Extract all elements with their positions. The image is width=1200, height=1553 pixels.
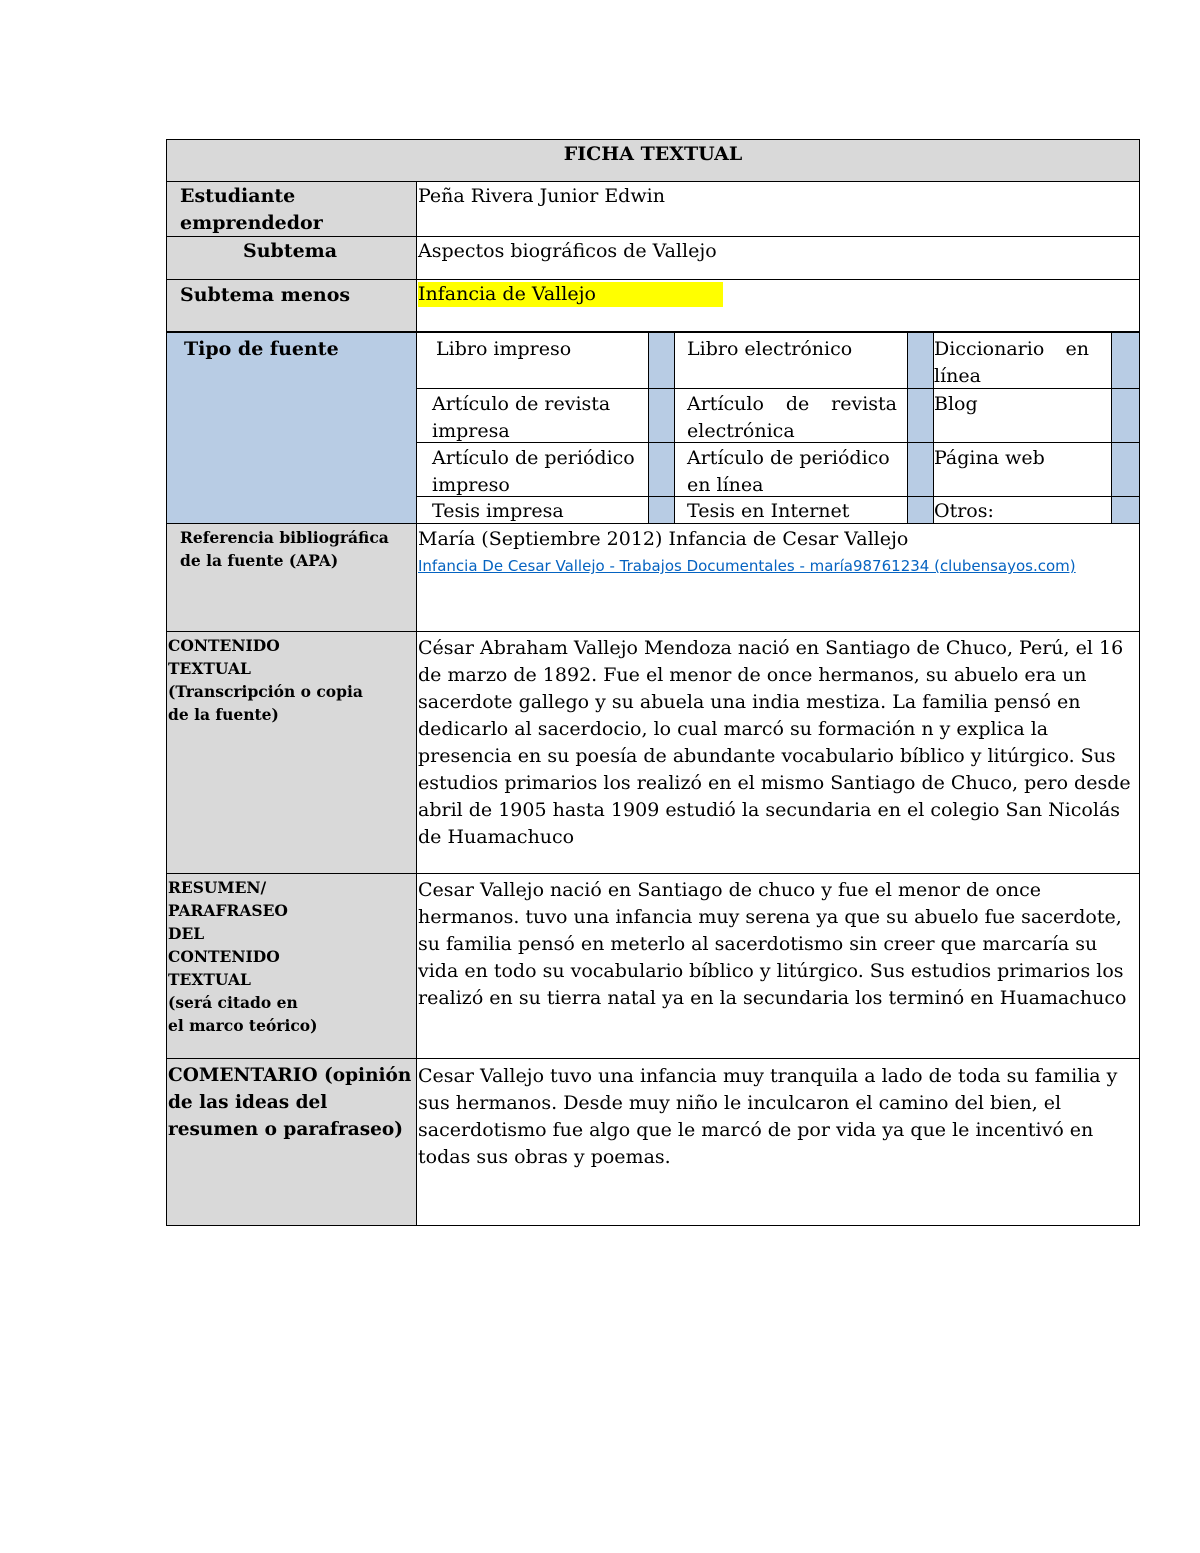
source-option-libro-electronico: Libro electrónico	[687, 338, 853, 360]
row-line	[166, 631, 1140, 632]
border-left	[166, 139, 167, 1226]
source-option-otros: Otros:	[934, 500, 994, 522]
border-bottom	[166, 1225, 1140, 1226]
source-col-line	[648, 333, 649, 523]
source-option-diccionario: Diccionario en línea	[934, 338, 1089, 387]
source-option-tesis-internet: Tesis en Internet	[687, 500, 850, 522]
row-line	[166, 181, 1140, 182]
source-option-tesis-impresa: Tesis impresa	[432, 500, 564, 522]
summary-label-title: RESUMEN/ PARAFRASEO DEL CONTENIDO TEXTUAL	[168, 878, 288, 989]
reference-label: Referencia bibliográfica de la fuente (APA)	[180, 528, 389, 570]
row-line-thick	[166, 331, 1140, 333]
source-col-line	[1111, 333, 1112, 523]
reference-link[interactable]: Infancia De Cesar Vallejo - Trabajos Documentales - maría98761234 (clubensayos.com)	[418, 557, 1076, 575]
student-label: Estudiante emprendedor	[180, 185, 323, 234]
source-col-line	[674, 333, 675, 523]
source-option-periodico-impreso: Artículo de periódico impreso	[432, 447, 635, 496]
source-option-revista-electronica: Artículo de revista electrónica	[687, 393, 897, 442]
summary-text: Cesar Vallejo nació en Santiago de chuco y fue el menor de once hermanos. tuvo una infancia muy serena ya que su abuelo fue sacerdote, su familia pensó en meterlo al sacerdotismo sin creer que marcaría su vida en todo su vocabulario bíblico y litúrgico. Sus estudios primarios los realizó en su tierra natal ya en la secundaria los terminó en Huamachuco	[418, 879, 1127, 1009]
content-text: César Abraham Vallejo Mendoza nació en Santiago de Chuco, Perú, el 16 de marzo de 1892. Fue el menor de once hermanos, su abuelo era un sacerdote gallego y su abuela una india mestiza. La familia pensó en dedicarlo al sacerdocio, lo cual marcó su formación n y explica la presencia en su poesía de abundante vocabulario bíblico y litúrgico. Sus estudios primarios los realizó en el mismo Santiago de Chuco, pero desde abril de 1905 hasta 1909 estudió la secundaria en el colegio San Nicolás de Huamachuco	[418, 637, 1131, 848]
source-option-libro-impreso: Libro impreso	[436, 338, 572, 360]
source-option-periodico-linea: Artículo de periódico en línea	[687, 447, 890, 496]
reference-text: María (Septiembre 2012) Infancia de Cesar Vallejo	[418, 528, 909, 550]
source-option-pagina-web: Página web	[934, 447, 1045, 469]
source-col-line	[907, 333, 908, 523]
border-right	[1139, 139, 1140, 1226]
content-label-note: (Transcripción o copia de la fuente)	[168, 682, 363, 724]
label-divider	[416, 182, 417, 1226]
border-top	[166, 139, 1140, 140]
minor-subtopic-value: Infancia de Vallejo	[418, 283, 596, 305]
student-value: Peña Rivera Junior Edwin	[418, 185, 665, 207]
content-label	[168, 634, 368, 726]
comment-text: Cesar Vallejo tuvo una infancia muy tranquila a lado de toda su familia y sus hermanos. Desde muy niño le inculcaron el camino del bien, el sacerdotismo fue algo que le marcó de por vida ya que le incentivó en todas sus obras y poemas.	[418, 1065, 1118, 1168]
source-check-col-1	[648, 333, 674, 523]
comment-label: COMENTARIO (opinión de las ideas del resumen o parafraseo)	[168, 1065, 412, 1140]
summary-label	[168, 876, 368, 1037]
summary-label-note: (será citado en el marco teórico)	[168, 993, 318, 1035]
minor-subtopic-label: Subtema menos	[180, 284, 351, 306]
source-check-col-2	[907, 333, 933, 523]
source-type-label: Tipo de fuente	[184, 338, 339, 360]
subtopic-label: Subtema	[243, 240, 338, 262]
row-line	[166, 1058, 1140, 1059]
content-label-title: CONTENIDO TEXTUAL	[168, 636, 280, 678]
source-option-revista-impresa: Artículo de revista impresa	[432, 393, 611, 442]
row-line	[166, 873, 1140, 874]
subtopic-value: Aspectos biográficos de Vallejo	[418, 240, 717, 262]
source-option-blog: Blog	[934, 393, 978, 415]
row-line	[166, 279, 1140, 280]
source-check-col-3	[1111, 333, 1140, 523]
page-title: FICHA TEXTUAL	[563, 143, 743, 165]
